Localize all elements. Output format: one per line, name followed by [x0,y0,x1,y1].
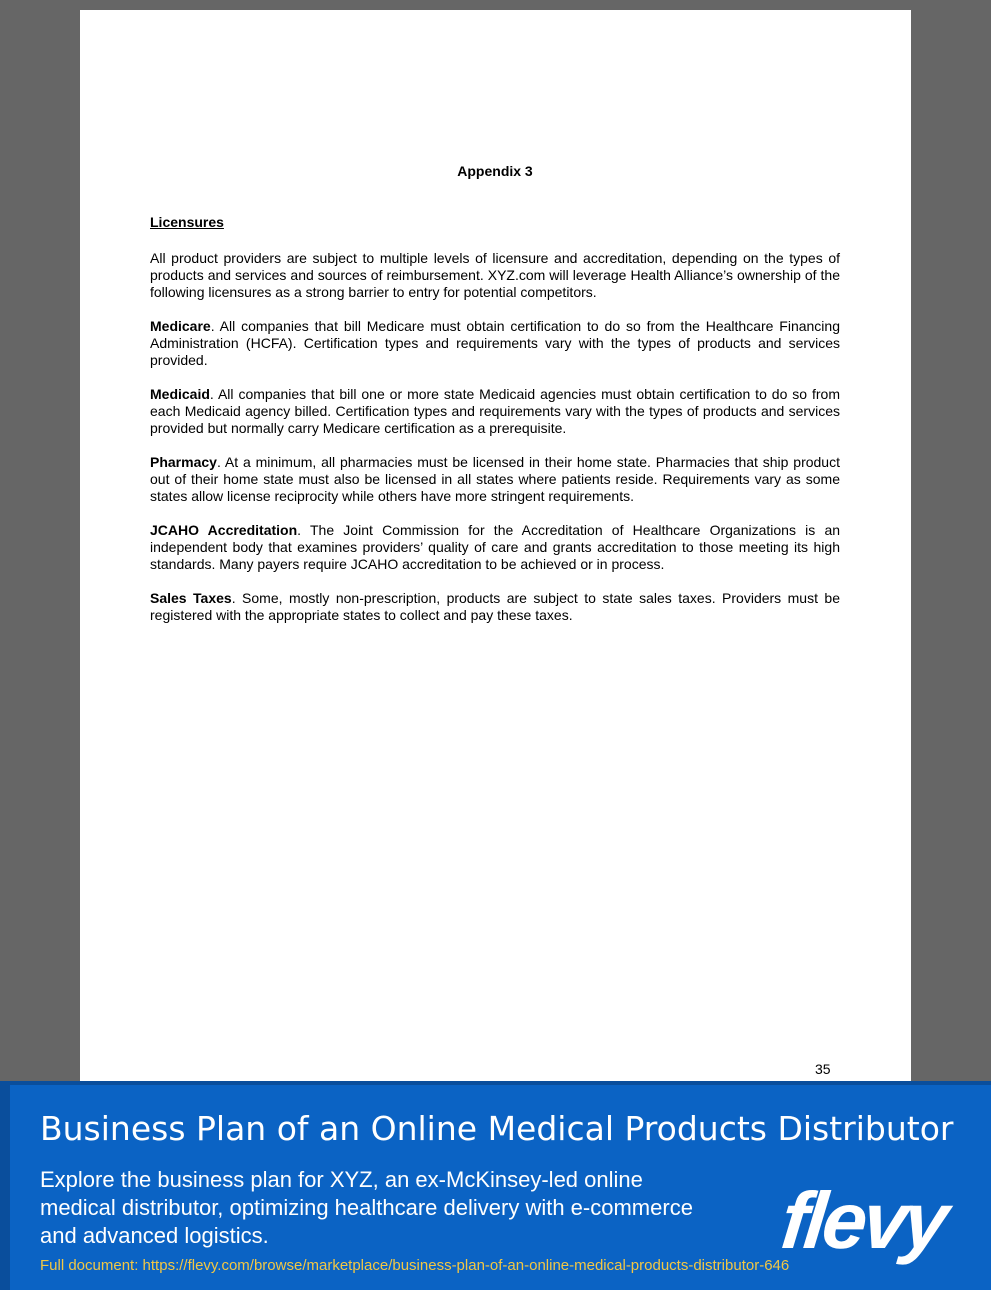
jcaho-term: JCAHO Accreditation [150,522,298,538]
section-heading: Licensures [150,214,224,230]
promo-banner [0,1081,991,1290]
pharmacy-paragraph [150,454,840,505]
sales-taxes-text: . Some, mostly non-prescription, products are subject to state sales taxes. Providers must be registered with the appropriate states to collect and pay these taxes. [150,590,840,623]
appendix-title: Appendix 3 [457,163,533,179]
intro-paragraph: All product providers are subject to multiple levels of licensure and accreditation, depending on the types of products and services and sources of reimbursement. XYZ.com will leverage Health Alliance’s ownership of the following licensures as a strong barrier to entry for potential competitors. [150,250,840,300]
medicaid-text: . All companies that bill one or more state Medicaid agencies must obtain certification to do so from each Medicaid agency billed. Certification types and requirements vary with the types of products and services provided but normally carry Medicare certification as a prerequisite. [150,386,840,436]
medicare-term: Medicare [150,318,211,334]
pharmacy-text: . At a minimum, all pharmacies must be licensed in their home state. Pharmacies that ship product out of their home state must also be licensed in all states where patients reside. Requirements vary as some states allow license reciprocity while others have more stringent requirements. [150,454,840,504]
page-number: 35 [815,1061,831,1077]
pharmacy-term: Pharmacy [150,454,217,470]
banner-title: Business Plan of an Online Medical Products Distributor [40,1109,954,1148]
full-document-link[interactable]: Full document: https://flevy.com/browse/marketplace/business-plan-of-an-online-medical-products-distributor-646 [40,1257,790,1274]
sales-taxes-paragraph [150,590,840,624]
jcaho-paragraph [150,522,840,573]
banner-top-line [0,1081,991,1085]
jcaho-text: . The Joint Commission for the Accreditation of Healthcare Organizations is an independent body that examines providers’ quality of care and grants accreditation to those meeting its high standards. Many payers require JCAHO accreditation to be achieved or in process. [150,522,841,572]
banner-left-bar [0,1081,10,1290]
document-content [150,163,840,641]
flevy-logo: flevy [777,1176,950,1265]
medicare-text: . All companies that bill Medicare must obtain certification to do so from the Healthcare Financing Administration (HCFA). Certification types and requirements vary with the types of products and services provided. [150,318,840,368]
document-page [80,10,911,1081]
medicare-paragraph [150,318,840,369]
banner-description: Explore the business plan for XYZ, an ex-McKinsey-led online medical distributor, optimizing healthcare delivery with e-commerce and advanced logistics. [40,1167,693,1248]
medicaid-term: Medicaid [150,386,210,402]
sales-taxes-term: Sales Taxes [150,590,232,606]
medicaid-paragraph [150,386,840,437]
